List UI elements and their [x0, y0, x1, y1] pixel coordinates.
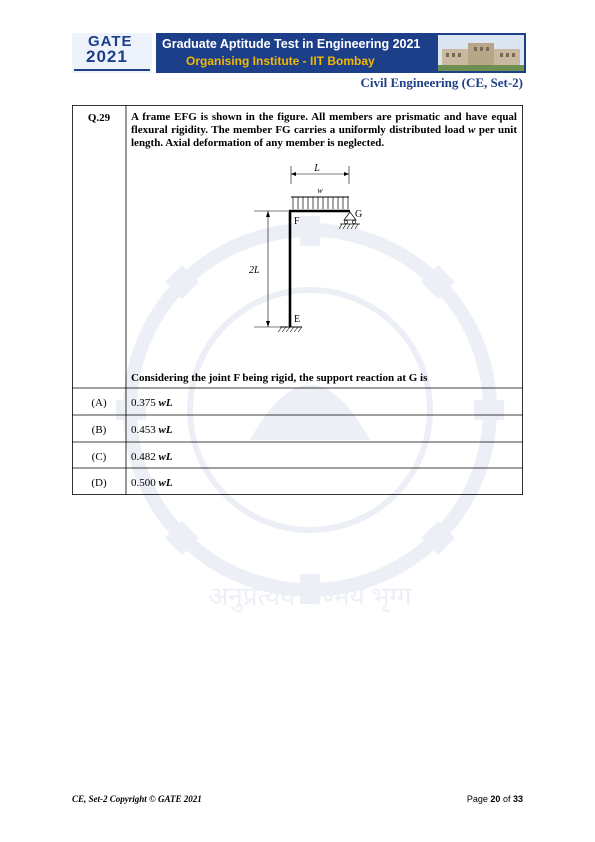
- load-label: w: [317, 186, 323, 195]
- option-b-label[interactable]: (B): [91, 424, 107, 436]
- option-b-text[interactable]: [131, 424, 173, 436]
- option-d-label[interactable]: (D): [91, 477, 107, 489]
- watermark-text: अनुप्रत्यय कण्मय भृग्ग: [208, 582, 412, 611]
- logo-year: 2021: [86, 47, 128, 66]
- frame-figure: [232, 162, 382, 332]
- option-b-value: 0.453: [131, 424, 156, 436]
- building-image: [438, 35, 524, 71]
- option-c-value: 0.482: [131, 451, 156, 463]
- option-d-value: 0.500: [131, 477, 156, 489]
- page-of: of: [502, 794, 511, 804]
- question-text-suffix: per unit length. Axial deformation of any member is neglected.: [131, 124, 517, 150]
- question-text-prefix: A frame EFG is shown in the figure. All members are prismatic and have equal flexural rigidity. The member FG carries a uniformly distributed load: [131, 111, 517, 137]
- question-number: Q.29: [87, 112, 111, 124]
- question-text: [131, 111, 517, 151]
- logo-word: GATE: [88, 33, 133, 50]
- option-d-text[interactable]: [131, 477, 173, 489]
- option-c-text[interactable]: [131, 451, 173, 463]
- option-a-text[interactable]: [131, 397, 173, 409]
- node-e-label: E: [294, 314, 301, 325]
- question-text-var: w: [468, 124, 476, 137]
- paper-title: Civil Engineering (CE, Set-2): [360, 75, 523, 90]
- height-label: 2L: [249, 265, 260, 276]
- option-c-unit: wL: [158, 451, 173, 463]
- page-total: 33: [512, 794, 523, 804]
- page-word: Page: [466, 794, 488, 804]
- span-label: L: [314, 163, 320, 174]
- option-d-unit: wL: [158, 477, 173, 489]
- question-prompt: Considering the joint F being rigid, the support reaction at G is: [131, 372, 428, 384]
- banner-title: Graduate Aptitude Test in Engineering 2021: [162, 37, 421, 51]
- footer-copyright: CE, Set-2 Copyright © GATE 2021: [72, 794, 202, 804]
- option-a-label[interactable]: (A): [91, 397, 107, 409]
- page-num: 20: [490, 794, 501, 804]
- node-g-label: G: [355, 209, 363, 220]
- option-b-unit: wL: [158, 424, 173, 436]
- option-c-label[interactable]: (C): [91, 451, 107, 463]
- banner-subtitle: Organising Institute - IIT Bombay: [186, 54, 375, 68]
- option-a-unit: wL: [158, 397, 173, 409]
- footer-page-number: [467, 794, 523, 804]
- node-f-label: F: [294, 216, 300, 227]
- option-a-value: 0.375: [131, 397, 156, 409]
